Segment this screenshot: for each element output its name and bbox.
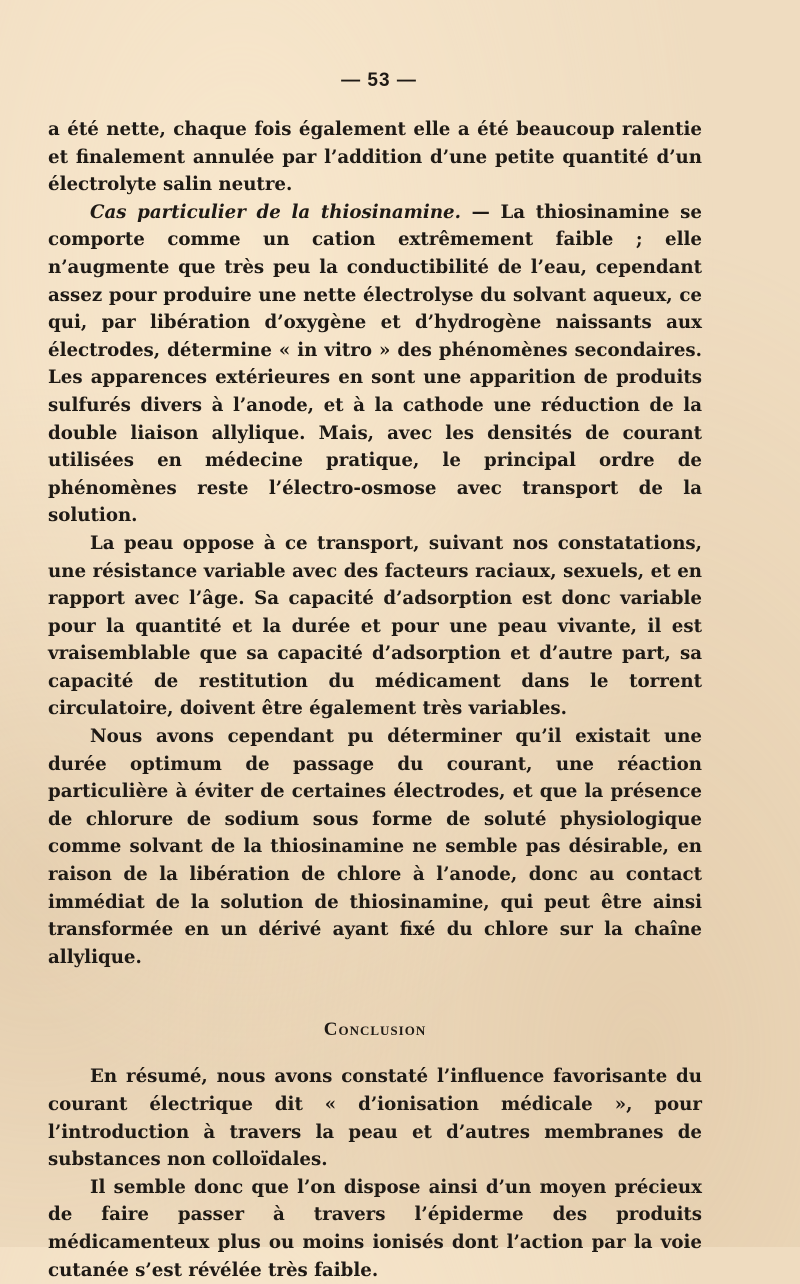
paragraph-italic-lead: Cas particulier de la thiosinamine. [90, 201, 461, 223]
paragraph [48, 199, 702, 530]
paragraph [48, 116, 702, 199]
paragraph-text: — La thiosinamine se comporte comme un cation extrêmement faible ; elle n’augmente que très peu la conductibilité de l’eau, cependant assez pour produire une nette électrolyse du solvant aqueux, ce qui, par libération d’oxygène et d’hydrogène naissants aux électrodes, détermine « in vitro » des phénomènes secondaires. Les apparences extérieures en sont une apparition de produits sulfurés divers à l’anode, et à la cathode une réduction de la double liaison allylique. Mais, avec les densités de courant utilisées en médecine pratique, le principal ordre de phénomènes reste l’électro-osmose avec transport de la solution. [48, 201, 702, 527]
paragraph-text: La peau oppose à ce transport, suivant nos constatations, une résistance variable avec des facteurs raciaux, sexuels, et en rapport avec l’âge. Sa capacité d’adsorption est donc variable pour la quantité et la durée et pour une peau vivante, il est vraisemblable que sa capacité d’adsorption et d’autre part, sa capacité de restitution du médicament dans le torrent circulatoire, doivent être également très variables. [48, 532, 702, 720]
section-heading: Conclusion [323, 1019, 427, 1041]
paragraph [48, 1174, 702, 1284]
page-number: — 53 — [341, 70, 417, 91]
paragraph-text: En résumé, nous avons constaté l’influence favorisante du courant électrique dit « d’ionisation médicale », pour l’introduction à travers la peau et d’autres membranes de substances non colloïdales. [48, 1066, 702, 1171]
paragraph [48, 530, 702, 723]
paragraph [48, 723, 702, 971]
paragraph-text: Nous avons cependant pu déterminer qu’il existait une durée optimum de passage du courant, une réaction particulière à éviter de certaines électrodes, et que la présence de chlorure de sodium sous forme de soluté physiologique comme solvant de la thiosinamine ne semble pas désirable, en raison de la libération de chlore à l’anode, donc au contact immédiat de la solution de thiosinamine, qui peut être ainsi transformée en un dérivé ayant fixé du chlore sur la chaîne allylique. [48, 726, 702, 968]
paragraph-text: a été nette, chaque fois également elle a été beaucoup ralentie et finalement annulée par l’addition d’une petite quantité d’un électrolyte salin neutre. [48, 119, 702, 196]
paragraph-text: Il semble donc que l’on dispose ainsi d’un moyen précieux de faire passer à travers l’épiderme des produits médicamenteux plus ou moins ionisés dont l’action par la voie cutanée s’est révélée très faible. [48, 1176, 702, 1281]
paragraph [48, 1063, 702, 1173]
document-page [48, 70, 702, 1284]
